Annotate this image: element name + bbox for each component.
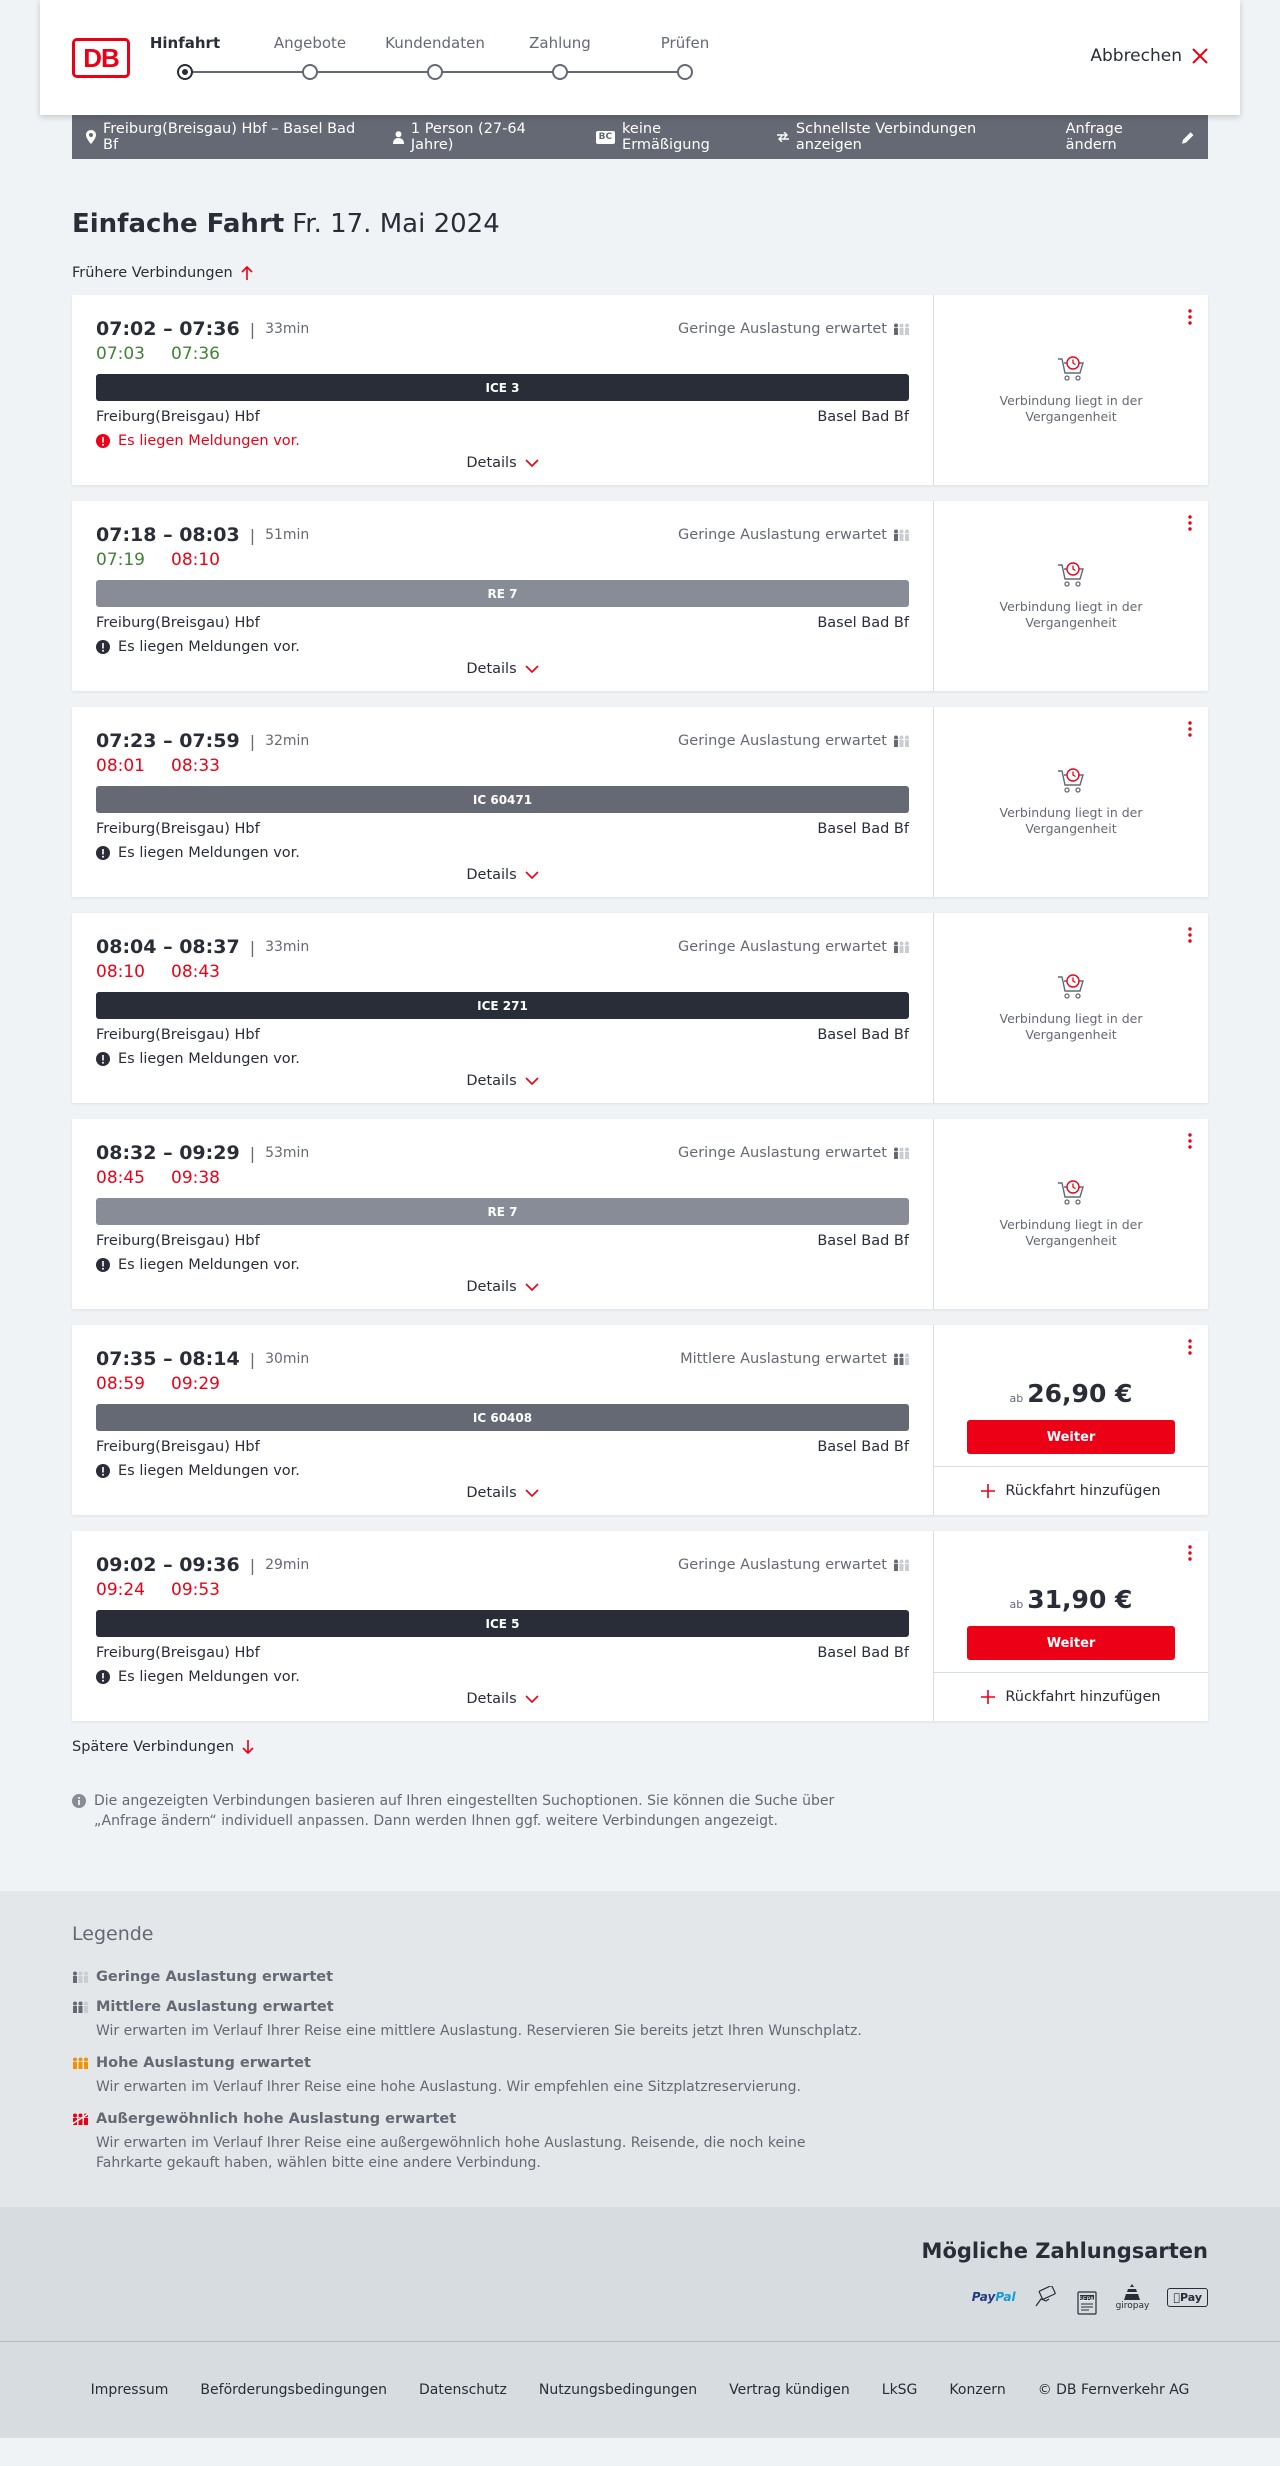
train-name: ICE 3 [485,380,520,395]
departure-station: Freiburg(Breisgau) Hbf [96,615,260,631]
connection-card [72,1325,1208,1515]
message-text: Es liegen Meldungen vor. [118,639,300,655]
earlier-connections-link[interactable] [72,265,1208,281]
departure-station: Freiburg(Breisgau) Hbf [96,1645,260,1661]
footer-link[interactable]: Impressum [90,2382,169,2398]
message-text: Es liegen Meldungen vor. [118,433,300,449]
message-notice [96,1051,909,1067]
connection-offer [934,295,1208,485]
departure-station: Freiburg(Breisgau) Hbf [96,821,260,837]
scheduled-times: 09:02 – 09:36 [96,1554,240,1576]
connection-card [72,1531,1208,1721]
realtime-times [96,1168,909,1190]
medium-load-icon [893,1353,909,1365]
cart-unavailable-icon [1056,1179,1086,1207]
details-toggle[interactable] [72,1691,933,1707]
price-area [934,1531,1208,1672]
warning-icon [96,1258,110,1272]
step-dot [677,64,693,80]
message-notice [96,1669,909,1685]
connection-details [72,501,934,691]
stations [96,409,909,425]
warning-icon [96,1052,110,1066]
arrow-down-icon [242,1740,254,1754]
departure-station: Freiburg(Breisgau) Hbf [96,1439,260,1455]
applepay-icon [1167,2288,1208,2307]
stations [96,1645,909,1661]
discount-summary [596,121,747,153]
connection-card [72,707,1208,897]
warning-icon [96,846,110,860]
payment-methods-title: Mögliche Zahlungsarten [921,2239,1208,2263]
chevron-down-icon [525,1077,539,1085]
continue-button[interactable]: Weiter [967,1626,1175,1660]
step-dot-active [177,64,193,80]
warning-icon [96,640,110,654]
close-icon [1192,48,1208,64]
realtime-departure: 08:10 [96,962,145,982]
connection-list [72,295,1208,1721]
separator: | [249,319,256,339]
booking-stepper [149,34,710,84]
legend-item-extreme [72,2111,1208,2173]
load-text: Geringe Auslastung erwartet [678,527,887,543]
departure-station: Freiburg(Breisgau) Hbf [96,1233,260,1249]
connection-offer [934,1119,1208,1309]
search-summary-bar [72,115,1208,159]
connection-card [72,295,1208,485]
past-notice-text: Verbindung liegt in der Vergangenheit [999,1217,1143,1248]
chevron-down-icon [525,459,539,467]
departure-station: Freiburg(Breisgau) Hbf [96,409,260,425]
connection-details [72,1119,934,1309]
separator: | [249,1143,256,1163]
realtime-arrival: 07:36 [171,344,220,364]
message-text: Es liegen Meldungen vor. [118,1051,300,1067]
page-title-type: Einfache Fahrt [72,209,285,239]
load-indicator [678,1557,909,1573]
step-hinfahrt[interactable] [120,34,250,80]
load-text: Geringe Auslastung erwartet [678,733,887,749]
step-angebote [245,34,375,80]
arrival-station: Basel Bad Bf [817,821,909,837]
step-label: Zahlung [529,34,591,52]
past-notice-text: Verbindung liegt in der Vergangenheit [999,1011,1143,1042]
legend-item-high [72,2055,1208,2097]
cancel-button[interactable] [1090,46,1208,66]
legend-item-text: Wir erwarten im Verlauf Ihrer Reise eine mittlere Auslastung. Reservieren Sie bereits jetzt Ihren Wunschplatz. [96,2023,862,2039]
stations [96,1233,909,1249]
separator: | [249,937,256,957]
step-kundendaten [370,34,500,80]
search-info-note [72,1791,852,1831]
message-text: Es liegen Meldungen vor. [118,1463,300,1479]
add-return-trip-label: Rückfahrt hinzufügen [1005,1689,1161,1705]
arrival-station: Basel Bad Bf [817,615,909,631]
message-text: Es liegen Meldungen vor. [118,1257,300,1273]
load-indicator [678,1145,909,1161]
page-title-date: Fr. 17. Mai 2024 [292,209,500,239]
load-text: Geringe Auslastung erwartet [678,1557,887,1573]
connection-details [72,913,934,1103]
train-segment-bar[interactable] [96,786,909,813]
duration: 33min [265,939,310,955]
connection-details [72,295,934,485]
step-dot [427,64,443,80]
plus-icon [981,1484,995,1498]
connection-details [72,1325,934,1515]
message-notice [96,433,909,449]
connection-details [72,1531,934,1721]
footer-link[interactable]: Konzern [949,2382,1006,2398]
details-label: Details [466,455,517,471]
more-options-icon[interactable] [1188,309,1192,325]
option-summary [777,121,1036,153]
realtime-departure: 07:19 [96,550,145,570]
duration: 33min [265,321,310,337]
connection-card [72,1119,1208,1309]
step-label: Kundendaten [385,34,485,52]
person-icon [393,131,404,144]
cart-unavailable-icon [1056,973,1086,1001]
chevron-down-icon [525,665,539,673]
connection-details [72,707,934,897]
arrival-station: Basel Bad Bf [817,1027,909,1043]
plus-icon [981,1690,995,1704]
load-indicator [678,527,909,543]
step-zahlung [495,34,625,80]
realtime-times [96,1580,909,1602]
legend-item-text: Wir erwarten im Verlauf Ihrer Reise eine hohe Auslastung. Wir empfehlen eine Sitzplatzreservierung. [96,2079,801,2095]
message-notice [96,639,909,655]
page-title [72,209,1208,239]
price-prefix: ab [1009,1392,1024,1405]
warning-icon [96,1670,110,1684]
low-load-icon [893,529,909,541]
arrival-station: Basel Bad Bf [817,1439,909,1455]
separator: | [249,731,256,751]
scheduled-times: 07:23 – 07:59 [96,730,240,752]
realtime-times [96,962,909,984]
legend-item-title: Geringe Auslastung erwartet [96,1969,334,1985]
details-toggle[interactable] [72,455,933,471]
arrival-station: Basel Bad Bf [817,409,909,425]
details-label: Details [466,867,517,883]
paypal-text-b: Pal [995,2290,1016,2304]
more-options-icon[interactable] [1188,1133,1192,1149]
legend-item-low [72,1969,1208,1985]
earlier-connections-label: Frühere Verbindungen [72,265,233,281]
realtime-arrival: 09:29 [171,1374,220,1394]
realtime-times [96,1374,909,1396]
db-logo[interactable]: DB [72,38,130,78]
add-return-trip-button[interactable] [934,1466,1208,1515]
scheduled-times: 07:02 – 07:36 [96,318,240,340]
step-label: Hinfahrt [149,34,221,52]
footer-link[interactable]: © DB Fernverkehr AG [1037,2382,1190,2398]
cancel-label: Abbrechen [1090,46,1182,66]
duration: 53min [265,1145,310,1161]
route-summary [86,121,363,153]
train-segment-bar[interactable] [96,580,909,607]
legend-title: Legende [72,1923,154,1945]
load-indicator [680,1351,909,1367]
price-value: 26,90 € [1027,1379,1133,1408]
footer-link[interactable]: LkSG [881,2382,918,2398]
low-load-icon [893,735,909,747]
more-options-icon[interactable] [1188,515,1192,531]
info-note-text: Die angezeigten Verbindungen basieren auf Ihren eingestellten Suchoptionen. Sie können die Suche über „Anfrage ändern“ individuell anpassen. Dann werden Ihnen ggf. weitere Verbindungen angezeigt. [94,1793,835,1829]
paypal-text-a: Pay [971,2290,996,2304]
realtime-arrival: 08:43 [171,962,220,982]
past-connection-notice [934,295,1208,485]
pencil-icon [1182,131,1194,144]
scheduled-times: 08:04 – 08:37 [96,936,240,958]
add-return-trip-label: Rückfahrt hinzufügen [1005,1483,1161,1499]
more-options-icon[interactable] [1188,1339,1192,1355]
legend-item-text: Wir erwarten im Verlauf Ihrer Reise eine außergewöhnlich hohe Auslastung. Reisende, die noch keine Fahrkarte gekauft haben, wählen bitte eine andere Verbindung. [96,2135,806,2171]
low-load-icon [893,941,909,953]
step-dot [552,64,568,80]
details-label: Details [466,1691,517,1707]
separator: | [249,1555,256,1575]
realtime-departure: 08:01 [96,756,145,776]
past-notice-text: Verbindung liegt in der Vergangenheit [999,599,1143,630]
connection-offer [934,501,1208,691]
location-pin-icon [86,130,96,144]
past-notice-text: Verbindung liegt in der Vergangenheit [999,393,1143,424]
realtime-departure: 08:45 [96,1168,145,1188]
step-label: Angebote [273,34,347,52]
past-connection-notice [934,707,1208,897]
train-name: ICE 271 [477,998,528,1013]
arrival-station: Basel Bad Bf [817,1233,909,1249]
medium-load-icon [72,2001,88,2013]
load-text: Mittlere Auslastung erwartet [680,1351,887,1367]
connection-offer [934,913,1208,1103]
cart-unavailable-icon [1056,355,1086,383]
train-segment-bar[interactable] [96,374,909,401]
details-label: Details [466,1073,517,1089]
legend-item-title: Außergewöhnlich hohe Auslastung erwartet [96,2111,457,2127]
train-name: RE 7 [487,1204,518,1219]
payment-icons [72,2283,1208,2311]
realtime-departure: 07:03 [96,344,145,364]
departure-station: Freiburg(Breisgau) Hbf [96,1027,260,1043]
continue-button[interactable]: Weiter [967,1420,1175,1454]
chevron-down-icon [525,871,539,879]
price [1010,1585,1133,1614]
message-notice [96,845,909,861]
realtime-arrival: 08:10 [171,550,220,570]
footer [0,2341,1280,2438]
step-dot [302,64,318,80]
past-notice-text: Verbindung liegt in der Vergangenheit [999,805,1143,836]
details-label: Details [466,1485,517,1501]
step-label: Prüfen [660,34,710,52]
train-name: IC 60408 [472,1410,533,1425]
footer-link[interactable]: Vertrag kündigen [729,2382,850,2398]
load-text: Geringe Auslastung erwartet [678,321,887,337]
extreme-load-icon [72,2113,88,2125]
price [1010,1379,1133,1408]
low-load-icon [72,1971,88,1983]
message-text: Es liegen Meldungen vor. [118,845,300,861]
legend-item-medium [72,1999,1208,2041]
paypal-icon [972,2290,1016,2304]
legend-section [0,1891,1280,2207]
duration: 32min [265,733,310,749]
past-connection-notice [934,1119,1208,1309]
add-return-trip-button[interactable] [934,1672,1208,1721]
realtime-times [96,756,909,778]
warning-icon [96,1464,110,1478]
message-notice [96,1463,909,1479]
stations [96,615,909,631]
price-value: 31,90 € [1027,1585,1133,1614]
scheduled-times: 08:32 – 09:29 [96,1142,240,1164]
price-prefix: ab [1009,1598,1024,1611]
step-pruefen [620,34,750,80]
route-text: Freiburg(Breisgau) Hbf – Basel Bad Bf [103,121,356,153]
details-toggle[interactable] [72,1073,933,1089]
details-toggle[interactable] [72,1485,933,1501]
stations [96,821,909,837]
edit-request-button[interactable] [1066,121,1194,153]
arrow-up-icon [241,266,253,280]
connection-offer [934,1325,1208,1515]
train-name: IC 60471 [472,792,533,807]
low-load-icon [893,1147,909,1159]
swap-arrows-icon [777,132,789,142]
persons-text: 1 Person (27-64 Jahre) [410,121,526,153]
footer-link[interactable]: Beförderungsbedingungen [200,2382,387,2398]
load-text: Geringe Auslastung erwartet [678,1145,887,1161]
arrival-station: Basel Bad Bf [817,1645,909,1661]
applepay-label: Pay [1179,2290,1202,2304]
realtime-arrival: 09:38 [171,1168,220,1188]
price-area [934,1325,1208,1466]
stations [96,1027,909,1043]
separator: | [249,525,256,545]
realtime-arrival: 08:33 [171,756,220,776]
legend-item-title: Mittlere Auslastung erwartet [96,1999,334,2015]
duration: 30min [265,1351,310,1367]
load-indicator [678,321,909,337]
option-text: Schnellste Verbindungen anzeigen [795,121,977,153]
booking-header [40,0,1240,115]
message-text: Es liegen Meldungen vor. [118,1669,300,1685]
bahncard-icon: BC [596,131,615,144]
discount-text: keine Ermäßigung [622,121,710,153]
chevron-down-icon [525,1283,539,1291]
footer-link[interactable]: Datenschutz [418,2382,507,2398]
low-load-icon [893,323,909,335]
later-connections-label: Spätere Verbindungen [72,1739,235,1755]
high-load-icon [72,2057,88,2069]
low-load-icon [893,1559,909,1571]
past-connection-notice [934,501,1208,691]
more-options-icon[interactable] [1188,927,1192,943]
load-indicator [678,939,909,955]
train-segment-bar[interactable] [96,1610,909,1637]
load-indicator [678,733,909,749]
train-segment-bar[interactable] [96,992,909,1019]
details-toggle[interactable] [72,1279,933,1295]
payment-methods-section [0,2207,1280,2341]
warning-icon [96,434,110,448]
duration: 51min [265,527,310,543]
message-notice [96,1257,909,1273]
separator: | [249,1349,256,1369]
edit-request-label: Anfrage ändern [1065,121,1123,153]
realtime-times [96,344,909,366]
duration: 29min [265,1557,310,1573]
sepa-label: SEPA [1079,2296,1095,2303]
credit-card-hand-icon [1034,2286,1058,2308]
connection-card [72,913,1208,1103]
load-text: Geringe Auslastung erwartet [678,939,887,955]
scheduled-times: 07:18 – 08:03 [96,524,240,546]
realtime-departure: 08:59 [96,1374,145,1394]
persons-summary [393,121,566,153]
connection-offer [934,707,1208,897]
footer-link[interactable]: Nutzungsbedingungen [538,2382,698,2398]
scheduled-times: 07:35 – 08:14 [96,1348,240,1370]
realtime-arrival: 09:53 [171,1580,220,1600]
details-label: Details [466,1279,517,1295]
cart-unavailable-icon [1056,561,1086,589]
details-toggle[interactable] [72,661,933,677]
connection-offer [934,1531,1208,1721]
train-name: RE 7 [487,586,518,601]
connection-card [72,501,1208,691]
train-segment-bar[interactable] [96,1404,909,1431]
giropay-icon [1116,2283,1150,2311]
realtime-departure: 09:24 [96,1580,145,1600]
cart-unavailable-icon [1056,767,1086,795]
info-icon [72,1794,86,1808]
chevron-down-icon [525,1489,539,1497]
train-segment-bar[interactable] [96,1198,909,1225]
chevron-down-icon [525,1695,539,1703]
details-toggle[interactable] [72,867,933,883]
sepa-invoice-icon [1076,2291,1098,2303]
details-label: Details [466,661,517,677]
giropay-label: giropay [1115,2301,1150,2311]
train-name: ICE 5 [485,1616,520,1631]
more-options-icon[interactable] [1188,1545,1192,1561]
realtime-times [96,550,909,572]
more-options-icon[interactable] [1188,721,1192,737]
later-connections-link[interactable] [72,1739,1208,1755]
legend-item-title: Hohe Auslastung erwartet [96,2055,311,2071]
stations [96,1439,909,1455]
past-connection-notice [934,913,1208,1103]
